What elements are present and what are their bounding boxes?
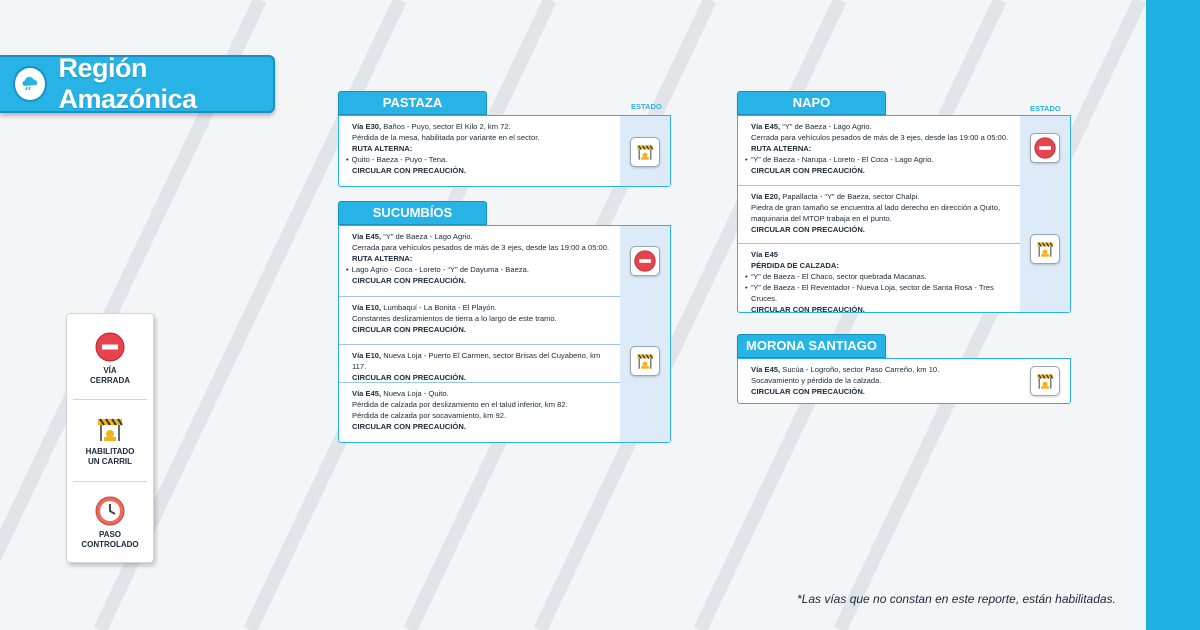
status-legend [66, 313, 154, 563]
no-entry-icon [630, 246, 660, 276]
roadwork-barrier-icon [630, 137, 660, 167]
province-title: MORONA SANTIAGO [737, 334, 886, 358]
legend-label: PASO CONTROLADO [81, 530, 139, 549]
province-title: PASTAZA [338, 91, 487, 115]
roadwork-barrier-icon [1030, 234, 1060, 264]
weather-cloud-icon [13, 66, 47, 102]
estado-label: ESTADO [1030, 104, 1061, 113]
incident-entry: Vía E10, Nueva Loja - Puerto El Carmen, sector Brisas del Cuyabeno, km 117. CIRCULAR CON PRECAUCIÓN. [339, 344, 620, 382]
region-header [0, 55, 275, 113]
roadwork-barrier-icon [95, 415, 125, 443]
province-sucumbios [338, 201, 671, 443]
right-accent-bar [1146, 0, 1200, 630]
province-morona-santiago [737, 334, 1071, 404]
legend-item-one-lane [73, 400, 147, 482]
province-box [737, 358, 1071, 404]
incident-entry: Vía E30, Baños - Puyo, sector El Kilo 2, km 72. Pérdida de la mesa, habilitada por variante en el sector. RUTA ALTERNA: • Quito - Baeza - Puyo - Tena. CIRCULAR CON PRECAUCIÓN. [339, 116, 620, 177]
footnote: *Las vías que no constan en este reporte, están habilitadas. [797, 592, 1116, 606]
province-box [737, 115, 1071, 313]
legend-label: VÍA CERRADA [90, 365, 130, 385]
incident-entry: Vía E10, Lumbaquí - La Bonita - El Playón. Constantes deslizamientos de tierra a lo largo de este tramo. CIRCULAR CON PRECAUCIÓN. [339, 296, 620, 344]
roadwork-barrier-icon [630, 346, 660, 376]
province-box [338, 115, 671, 187]
incident-entry: Vía E45, “Y” de Baeza - Lago Agrio. Cerrada para vehículos pesados de más de 3 ejes, desde las 19:00 a 05:00. RUTA ALTERNA: • Lago Agrio - Coca - Loreto - “Y” de Dayuma - Baeza. CIRCULAR CON PRECAUCIÓN. [339, 226, 620, 296]
legend-item-controlled [73, 482, 147, 564]
no-entry-icon [95, 332, 125, 362]
province-box [338, 225, 671, 443]
legend-label: HABILITADO UN CARRIL [85, 446, 135, 466]
legend-item-closed [73, 318, 147, 400]
province-napo [737, 91, 1071, 313]
incident-entry: Vía E45, Nueva Loja - Quito. Pérdida de calzada por deslizamiento en el talud inferior, km 82. Pérdida de calzada por socavamiento, km 92. CIRCULAR CON PRECAUCIÓN. [339, 382, 620, 442]
roadwork-barrier-icon [1030, 366, 1060, 396]
province-title: NAPO [737, 91, 886, 115]
province-title: SUCUMBÍOS [338, 201, 487, 225]
no-entry-icon [1030, 133, 1060, 163]
incident-entry: Vía E45 PÉRDIDA DE CALZADA: • “Y” de Baeza - El Chaco, sector quebrada Macanas. • “Y” de Baeza - El Reventador - Nueva Loja, sector de Santa Rosa - Tres Cruces. CIRCULAR CON PRECAUCIÓN. [738, 243, 1020, 313]
incident-entry: Vía E45, “Y” de Baeza - Lago Agrio. Cerrada para vehículos pesados de más de 3 ejes, desde las 19:00 a 05:00. RUTA ALTERNA: • “Y” de Baeza - Narupa - Loreto - El Coca - Lago Agrio. CIRCULAR CON PRECAUCIÓN. [738, 116, 1020, 185]
incident-entry: Vía E20, Papallacta - “Y” de Baeza, sector Chalpi. Piedra de gran tamaño se encuentra al lado derecho en dirección a Quito, maquinaria del MTOP trabaja en el punto. CIRCULAR CON PRECAUCIÓN. [738, 185, 1020, 243]
region-title: Región Amazónica [58, 53, 197, 114]
clock-icon [95, 496, 125, 526]
province-pastaza [338, 91, 671, 187]
incident-entry: Vía E45, Sucúa - Logroño, sector Paso Carreño, km 10. Socavamiento y pérdida de la calzada. CIRCULAR CON PRECAUCIÓN. [751, 365, 940, 396]
estado-label: ESTADO [631, 102, 662, 111]
